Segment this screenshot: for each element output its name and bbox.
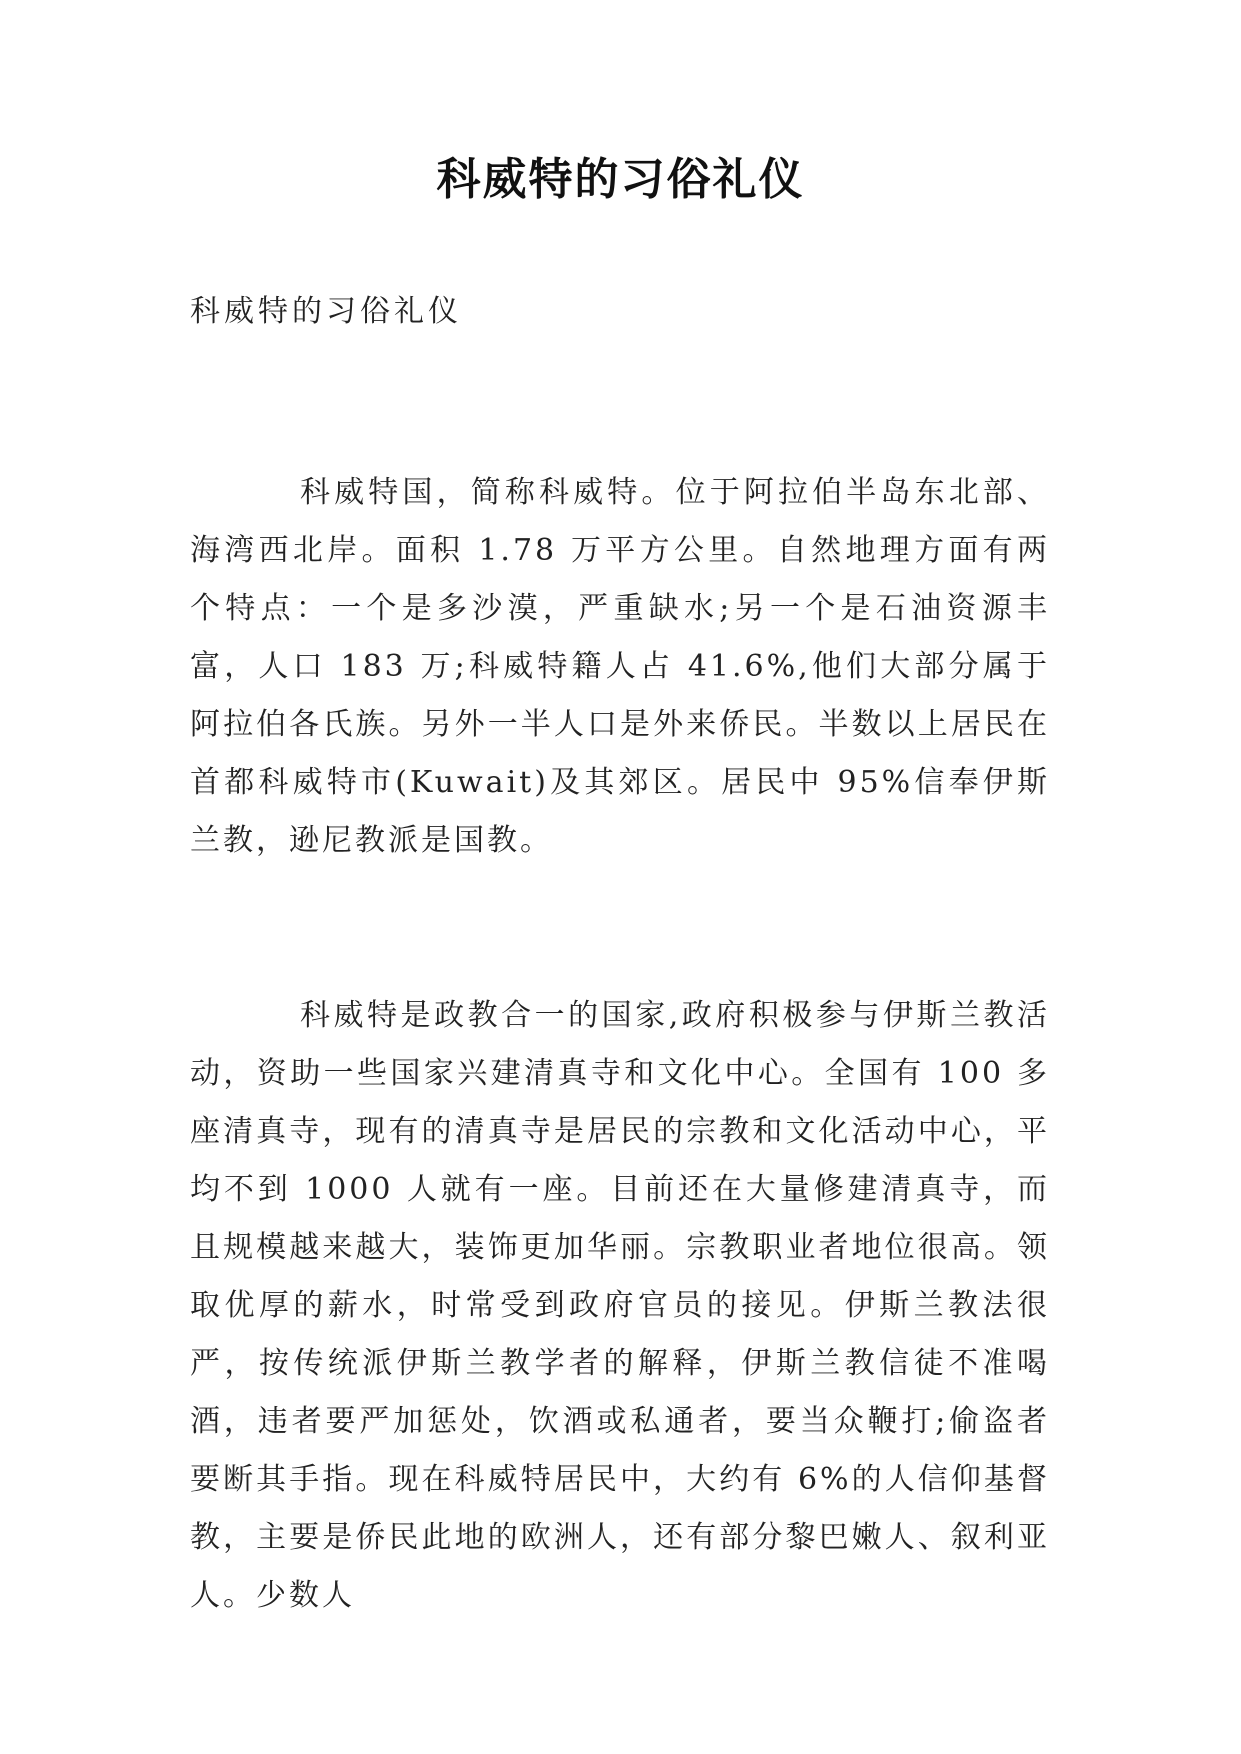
paragraph-intro: 科威特国，简称科威特。位于阿拉伯半岛东北部、海湾西北岸。面积 1.78 万平方公里。自然地理方面有两个特点：一个是多沙漠，严重缺水;另一个是石油资源丰富，人口 183 万;科威特籍人占 41.6%,他们大部分属于阿拉伯各氏族。另外一半人口是外来侨民。半数以上居民在首都科威特市(Kuwait)及其郊区。居民中 95%信奉伊斯兰教，逊尼教派是国教。	[190, 475, 1050, 858]
document-title: 科威特的习俗礼仪	[436, 154, 805, 205]
paragraph-religion: 科威特是政教合一的国家,政府积极参与伊斯兰教活动，资助一些国家兴建清真寺和文化中心。全国有 100 多座清真寺，现有的清真寺是居民的宗教和文化活动中心，平均不到 1000 人就有一座。目前还在大量修建清真寺，而且规模越来越大，装饰更加华丽。宗教职业者地位很高。领取优厚的薪水，时常受到政府官员的接见。伊斯兰教法很严，按传统派伊斯兰教学者的解释，伊斯兰教信徒不准喝酒，违者要严加惩处，饮酒或私通者，要当众鞭打;偷盗者要断其手指。现在科威特居民中，大约有 6%的人信仰基督教，主要是侨民此地的欧洲人，还有部分黎巴嫩人、叙利亚人。少数人	[190, 998, 1050, 1613]
document-subtitle: 科威特的习俗礼仪	[190, 294, 462, 329]
